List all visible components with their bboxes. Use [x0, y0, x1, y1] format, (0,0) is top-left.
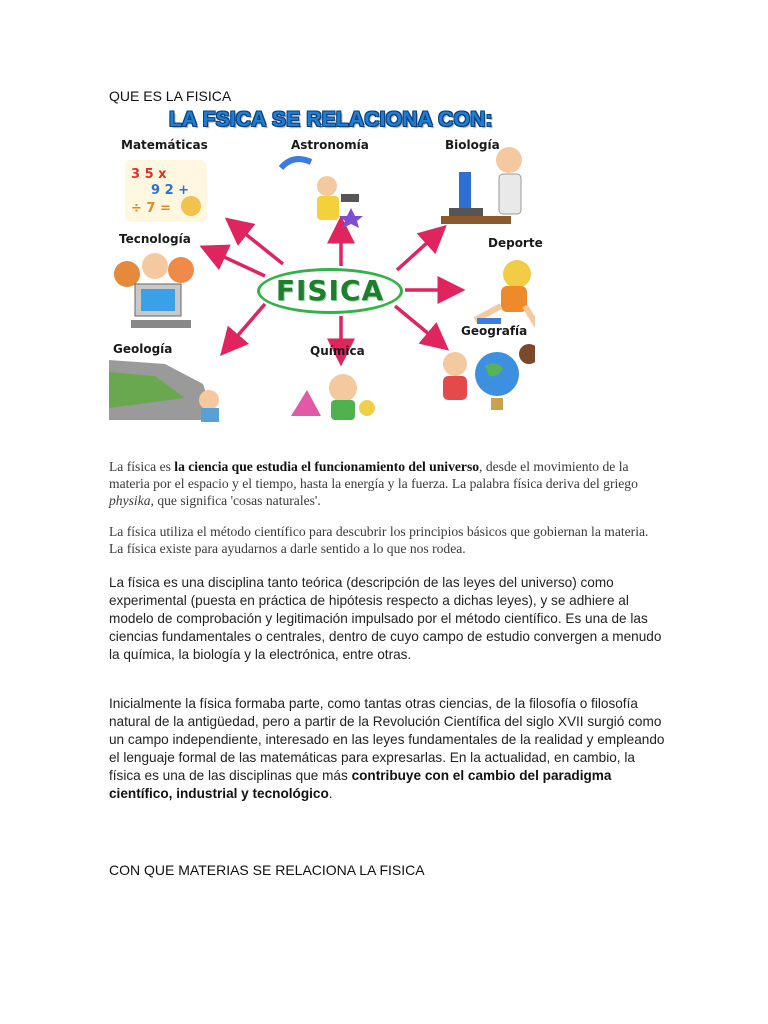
technology-illustration: [114, 253, 194, 328]
section-heading: CON QUE MATERIAS SE RELACIONA LA FISICA: [109, 862, 425, 878]
p4-part-a: Inicialmente la física formaba parte, como tantas otras ciencias, de la filosofía o filosofía natural de la antigüedad, pero a partir de la Revolución Científica del siglo XVII surgió como un campo independiente, interesado en las leyes fundamentales de la realidad y empleando el lenguaje formal de las matemáticas para expresarlas. En la actualidad, en cambio, la física es una de las disciplinas que más: [109, 696, 665, 783]
p1-bold-definition: la ciencia que estudia el funcionamiento del universo: [174, 459, 480, 474]
svg-text:9 2 +: 9 2 +: [151, 183, 190, 198]
p4-part-c: .: [328, 786, 333, 801]
paragraph-method: La física utiliza el método científico para descubrir los principios básicos que gobiernan la materia. La física existe para ayudarnos a darle sentido a lo que nos rodea.: [109, 524, 649, 556]
astronomy-illustration: [281, 159, 363, 228]
center-label: FISICA: [275, 274, 385, 307]
svg-text:3 5 x: 3 5 x: [131, 167, 167, 182]
topic-geology: Geología: [113, 342, 173, 356]
p1-part-e: que significa 'cosas naturales'.: [153, 493, 321, 508]
p4-bold-contribution: contribuye con el cambio del paradigma científico, industrial y tecnológico: [109, 768, 612, 801]
chemistry-illustration: [291, 374, 375, 420]
diagram-title: LA FSICA SE RELACIONA CON:: [169, 108, 493, 131]
physics-relations-diagram: [105, 108, 543, 423]
paragraph-discipline: La física es una disciplina tanto teórica (descripción de las leyes del universo) como experimental (puesta en práctica de hipótesis respecto a dichas leyes), y se adhiere al modelo de comprobación y legitimación impulsado por el método científico. Es una de las ciencias fundamentales o centrales, dentro de cuyo campo de estudio convergen a menudo la química, la biología y la electrónica, entre otras.: [109, 575, 662, 662]
p1-part-a: La física es: [109, 459, 175, 474]
topic-astronomy: Astronomía: [291, 138, 369, 152]
mathematics-illustration: [125, 160, 207, 222]
paragraph-definition: [109, 458, 657, 509]
topic-mathematics: Matemáticas: [121, 138, 208, 152]
biology-illustration: [441, 147, 522, 224]
diagram-illustration: [105, 108, 535, 423]
topic-chemistry: Química: [310, 344, 365, 358]
paragraph-history: [109, 695, 665, 803]
center-node: [257, 268, 403, 314]
page-title: QUE ES LA FISICA: [109, 88, 232, 104]
topic-sport: Deporte: [488, 236, 543, 250]
p1-italic-term: physika,: [109, 493, 154, 508]
topic-geography: Geografía: [461, 324, 528, 338]
topic-biology: Biología: [445, 138, 500, 152]
p1-part-c: , desde el movimiento de la materia por el espacio y el tiempo, hasta la energía y la fuerza. La palabra física deriva del griego: [109, 459, 638, 491]
geography-illustration: [443, 344, 535, 410]
sport-illustration: [475, 260, 535, 326]
geology-illustration: [109, 360, 219, 422]
svg-text:÷ 7 =: ÷ 7 =: [131, 201, 171, 216]
topic-technology: Tecnología: [119, 232, 191, 246]
